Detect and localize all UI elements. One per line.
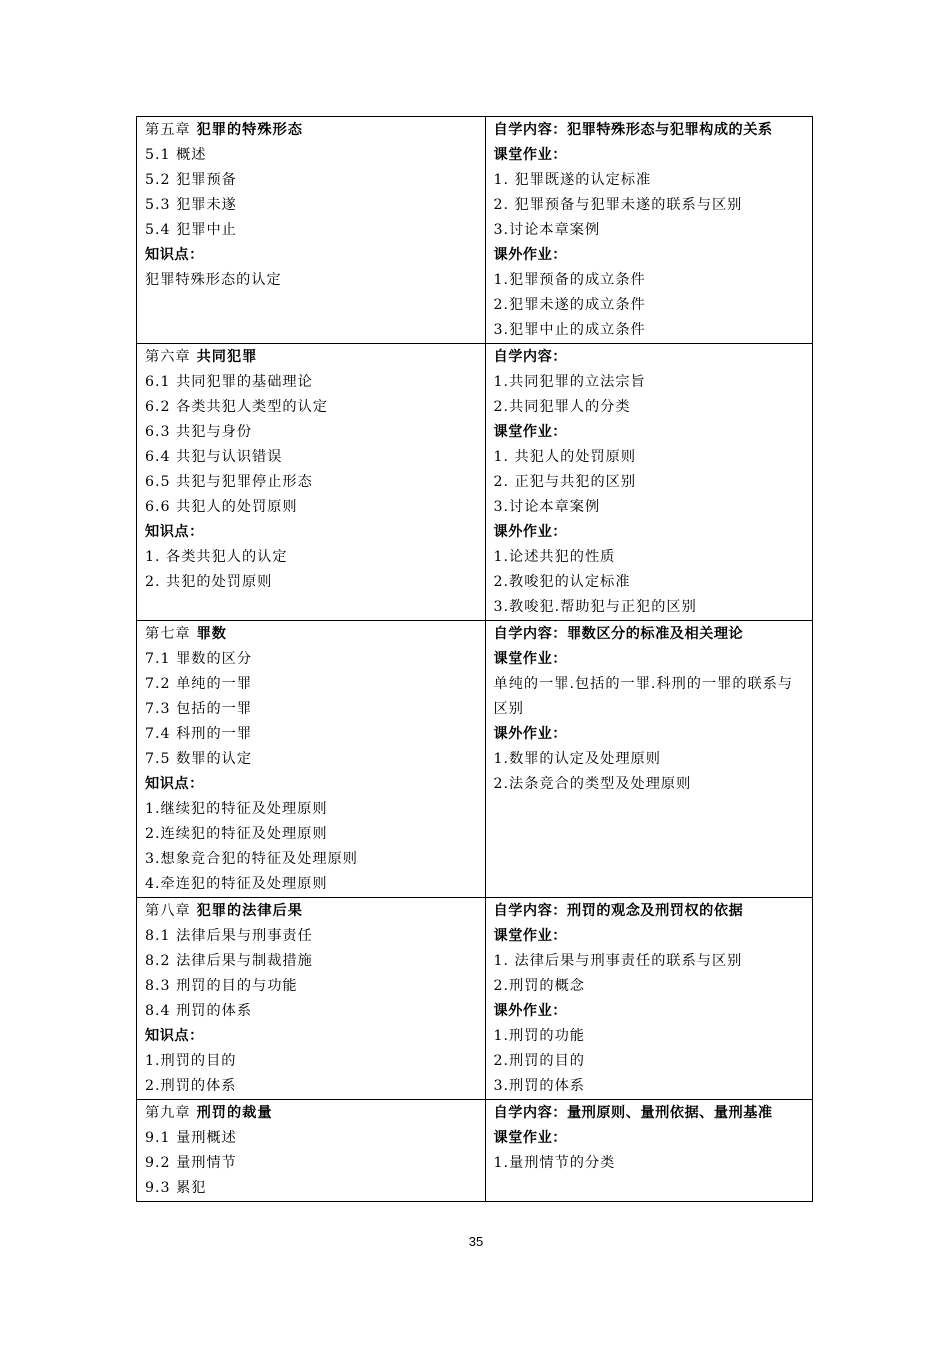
class-work-item: 单纯的一罪.包括的一罪.科刑的一罪的联系与区别 <box>493 676 794 717</box>
class-work-label: 课堂作业： <box>493 651 567 667</box>
class-work-label: 课堂作业： <box>493 928 567 944</box>
homework-label: 课外作业： <box>493 726 567 742</box>
chapter-row <box>137 621 813 898</box>
homework-item: 3.教唆犯.帮助犯与正犯的区别 <box>493 599 697 615</box>
chapter-outline-cell <box>137 898 486 1100</box>
outline-item: 8.2 法律后果与制裁措施 <box>145 953 313 969</box>
class-work-label: 课堂作业： <box>493 424 567 440</box>
outline-item: 8.4 刑罚的体系 <box>145 1003 253 1019</box>
assignment-cell <box>485 621 813 898</box>
knowledge-item: 2.刑罚的体系 <box>145 1078 237 1094</box>
chapter-title: 犯罪的特殊形态 <box>196 122 303 138</box>
chapter-row <box>137 1100 813 1202</box>
chapter-outline-cell <box>137 117 486 344</box>
outline-item: 7.2 单纯的一罪 <box>145 676 253 692</box>
chapter-title: 共同犯罪 <box>196 349 258 365</box>
homework-item: 1.数罪的认定及处理原则 <box>493 751 661 767</box>
chapter-row <box>137 344 813 621</box>
outline-item: 9.1 量刑概述 <box>145 1130 237 1146</box>
class-work-item: 1.量刑情节的分类 <box>493 1155 616 1171</box>
knowledge-item: 1.继续犯的特征及处理原则 <box>145 801 328 817</box>
chapter-heading <box>145 345 478 370</box>
homework-label: 课外作业： <box>493 524 567 540</box>
chapter-outline-cell <box>137 621 486 898</box>
homework-item: 3.犯罪中止的成立条件 <box>493 322 646 338</box>
outline-item: 7.1 罪数的区分 <box>145 651 253 667</box>
homework-item: 1.犯罪预备的成立条件 <box>493 272 646 288</box>
outline-item: 6.4 共犯与认识错误 <box>145 449 283 465</box>
outline-item: 9.3 累犯 <box>145 1180 207 1196</box>
outline-item: 5.2 犯罪预备 <box>145 172 237 188</box>
self-study-heading: 自学内容：刑罚的观念及刑罚权的依据 <box>493 903 744 919</box>
self-study-item: 2.共同犯罪人的分类 <box>493 399 631 415</box>
class-work-item: 1. 法律后果与刑事责任的联系与区别 <box>493 953 743 969</box>
knowledge-label: 知识点： <box>145 776 204 792</box>
outline-item: 7.5 数罪的认定 <box>145 751 253 767</box>
assignment-cell <box>485 344 813 621</box>
knowledge-item: 1.刑罚的目的 <box>145 1053 237 1069</box>
homework-item: 1.刑罚的功能 <box>493 1028 585 1044</box>
outline-item: 5.4 犯罪中止 <box>145 222 237 238</box>
chapter-number: 第九章 <box>145 1105 191 1121</box>
chapter-outline-cell <box>137 344 486 621</box>
outline-item: 5.1 概述 <box>145 147 207 163</box>
chapter-number: 第七章 <box>145 626 191 642</box>
outline-item: 6.5 共犯与犯罪停止形态 <box>145 474 313 490</box>
homework-item: 1.论述共犯的性质 <box>493 549 616 565</box>
chapter-number: 第五章 <box>145 122 191 138</box>
class-work-label: 课堂作业： <box>493 147 567 163</box>
homework-item: 3.刑罚的体系 <box>493 1078 585 1094</box>
chapter-title: 犯罪的法律后果 <box>196 903 303 919</box>
outline-item: 9.2 量刑情节 <box>145 1155 237 1171</box>
self-study-heading: 自学内容：犯罪特殊形态与犯罪构成的关系 <box>493 122 773 138</box>
class-work-item: 1. 共犯人的处罚原则 <box>493 449 637 465</box>
homework-label: 课外作业： <box>493 1003 567 1019</box>
homework-item: 2.犯罪未遂的成立条件 <box>493 297 646 313</box>
chapter-heading <box>145 118 478 143</box>
outline-item: 8.3 刑罚的目的与功能 <box>145 978 298 994</box>
class-work-item: 2. 正犯与共犯的区别 <box>493 474 637 490</box>
chapter-number: 第八章 <box>145 903 191 919</box>
chapter-number: 第六章 <box>145 349 191 365</box>
outline-item: 6.2 各类共犯人类型的认定 <box>145 399 328 415</box>
class-work-item: 3.讨论本章案例 <box>493 222 601 238</box>
homework-item: 2.教唆犯的认定标准 <box>493 574 631 590</box>
outline-item: 8.1 法律后果与刑事责任 <box>145 928 313 944</box>
class-work-item: 2. 犯罪预备与犯罪未遂的联系与区别 <box>493 197 743 213</box>
knowledge-label: 知识点： <box>145 247 204 263</box>
chapter-heading <box>145 899 478 924</box>
syllabus-table <box>136 116 813 1202</box>
knowledge-item: 犯罪特殊形态的认定 <box>145 272 282 288</box>
knowledge-item: 3.想象竞合犯的特征及处理原则 <box>145 851 358 867</box>
knowledge-label: 知识点： <box>145 1028 204 1044</box>
knowledge-item: 2. 共犯的处罚原则 <box>145 574 273 590</box>
outline-item: 5.3 犯罪未遂 <box>145 197 237 213</box>
knowledge-label: 知识点： <box>145 524 204 540</box>
chapter-row <box>137 117 813 344</box>
class-work-item: 1. 犯罪既遂的认定标准 <box>493 172 652 188</box>
assignment-cell <box>485 898 813 1100</box>
outline-item: 7.3 包括的一罪 <box>145 701 253 717</box>
outline-item: 7.4 科刑的一罪 <box>145 726 253 742</box>
self-study-heading: 自学内容：罪数区分的标准及相关理论 <box>493 626 744 642</box>
assignment-cell <box>485 1100 813 1202</box>
self-study-heading: 自学内容：量刑原则、量刑依据、量刑基准 <box>493 1105 773 1121</box>
homework-label: 课外作业： <box>493 247 567 263</box>
homework-item: 2.刑罚的目的 <box>493 1053 585 1069</box>
knowledge-item: 1. 各类共犯人的认定 <box>145 549 288 565</box>
chapter-title: 刑罚的裁量 <box>196 1105 273 1121</box>
page-number: 35 <box>468 1234 484 1249</box>
class-work-item: 3.讨论本章案例 <box>493 499 601 515</box>
chapter-outline-cell <box>137 1100 486 1202</box>
chapter-row <box>137 898 813 1100</box>
outline-item: 6.1 共同犯罪的基础理论 <box>145 374 313 390</box>
chapter-title: 罪数 <box>196 626 227 642</box>
class-work-item: 2.刑罚的概念 <box>493 978 585 994</box>
self-study-heading: 自学内容： <box>493 349 567 365</box>
class-work-label: 课堂作业： <box>493 1130 567 1146</box>
chapter-heading <box>145 1101 478 1126</box>
knowledge-item: 4.牵连犯的特征及处理原则 <box>145 876 328 892</box>
chapter-heading <box>145 622 478 647</box>
self-study-item: 1.共同犯罪的立法宗旨 <box>493 374 646 390</box>
assignment-cell <box>485 117 813 344</box>
knowledge-item: 2.连续犯的特征及处理原则 <box>145 826 328 842</box>
outline-item: 6.3 共犯与身份 <box>145 424 253 440</box>
homework-item: 2.法条竞合的类型及处理原则 <box>493 776 692 792</box>
outline-item: 6.6 共犯人的处罚原则 <box>145 499 298 515</box>
